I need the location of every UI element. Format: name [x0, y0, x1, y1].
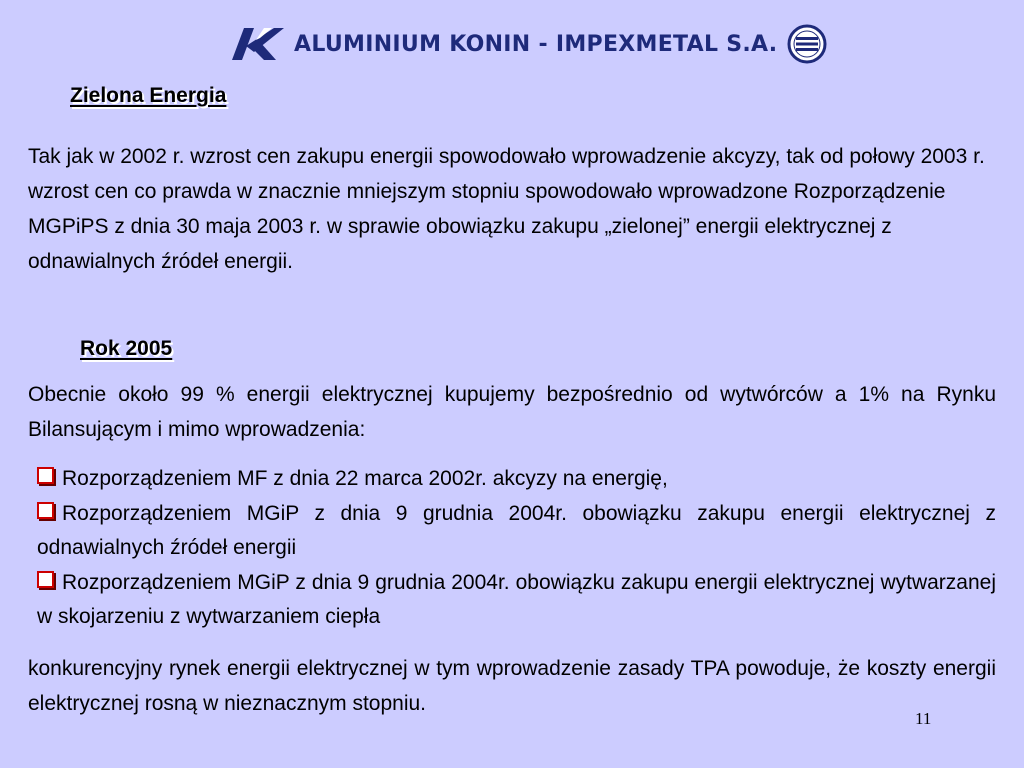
checkbox-bullet-icon — [37, 571, 54, 588]
list-item-text: Rozporządzeniem MGiP z dnia 9 grudnia 2004r. obowiązku zakupu energii elektrycznej z odnawialnych źródeł energii — [37, 502, 996, 559]
page-number: 11 — [915, 709, 932, 728]
section-heading-rok-2005: Rok 2005 — [80, 337, 173, 360]
ak-logo-icon — [230, 26, 286, 62]
list-item — [37, 462, 996, 496]
list-item-text: Rozporządzeniem MF z dnia 22 marca 2002r. akcyzy na energię, — [62, 467, 668, 490]
company-name: ALUMINIUM KONIN - IMPEXMETAL S.A. — [294, 31, 778, 57]
impexmetal-seal-icon — [787, 24, 827, 64]
list-item — [37, 566, 996, 634]
checkbox-bullet-icon — [37, 502, 54, 519]
paragraph-conclusion: konkurencyjny rynek energii elektrycznej w tym wprowadzenie zasady TPA powoduje, że koszty energii elektrycznej rosną w nieznacznym stopniu. — [28, 657, 996, 715]
regulation-list — [37, 462, 996, 634]
list-item-text: Rozporządzeniem MGiP z dnia 9 grudnia 2004r. obowiązku zakupu energii elektrycznej wytwarzanej w skojarzeniu z wytwarzaniem ciepła — [37, 571, 996, 628]
paragraph-intro: Tak jak w 2002 r. wzrost cen zakupu energii spowodowało wprowadzenie akcyzy, tak od połowy 2003 r. wzrost cen co prawda w znacznie mniejszym stopniu spowodowało wprowadzone Rozporządzenie MGPiPS z dnia 30 maja 2003 r. w sprawie obowiązku zakupu „zielonej” energii elektrycznej z odnawialnych źródeł energii. — [28, 145, 985, 273]
section-heading-zielona-energia: Zielona Energia — [70, 84, 227, 107]
slide-header — [230, 22, 827, 66]
list-item — [37, 497, 996, 565]
checkbox-bullet-icon — [37, 467, 54, 484]
paragraph-current-state: Obecnie około 99 % energii elektrycznej kupujemy bezpośrednio od wytwórców a 1% na Rynku Bilansującym i mimo wprowadzenia: — [28, 383, 996, 441]
